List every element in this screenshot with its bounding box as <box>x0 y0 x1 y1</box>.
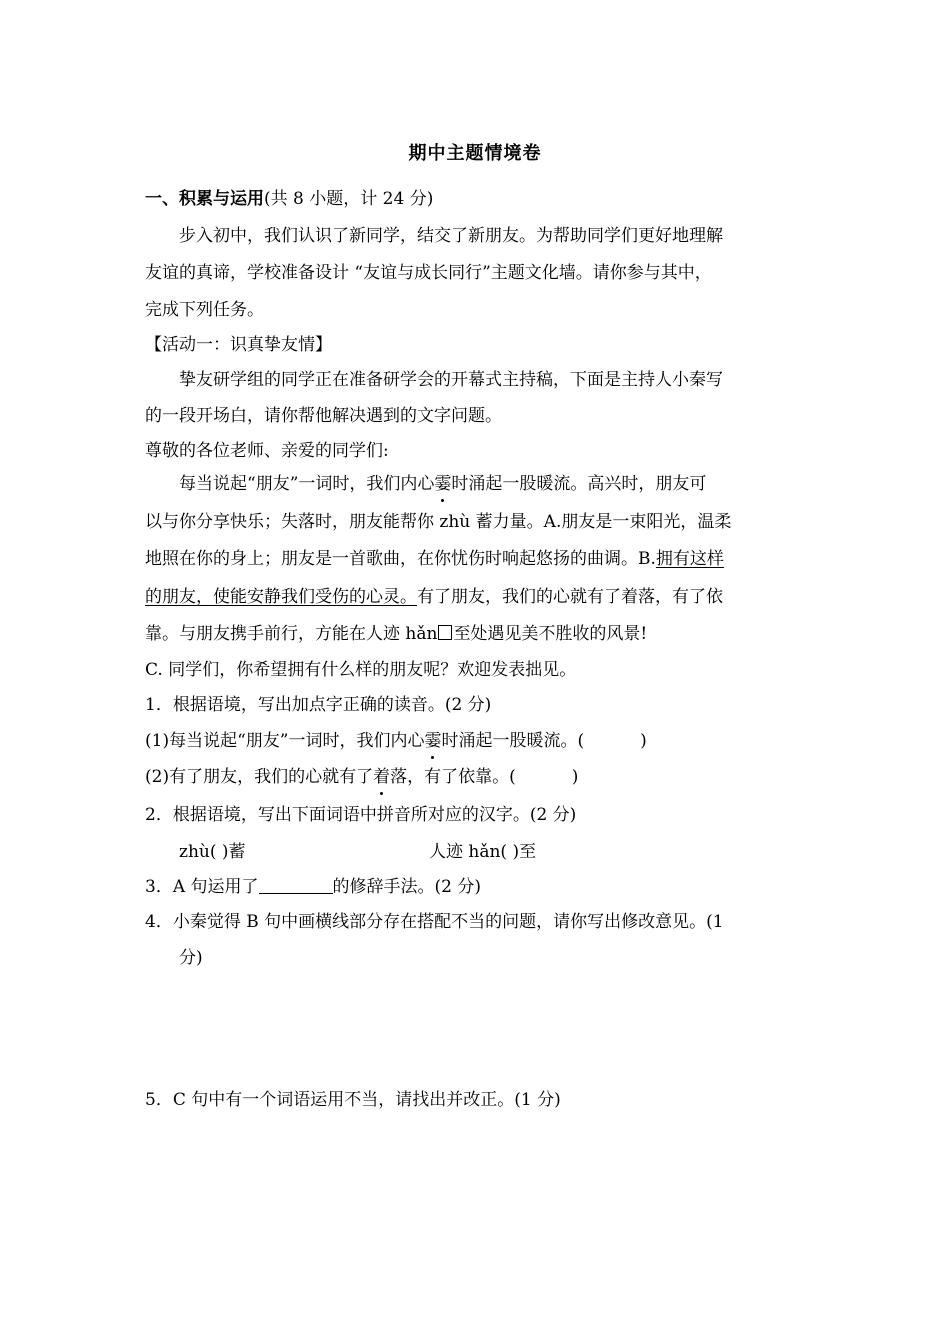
question-4-line-1: 4．小秦觉得 B 句中画横线部分存在搭配不当的问题，请你写出修改意见。(1 <box>145 912 724 932</box>
question-1-sub-1 <box>145 729 647 753</box>
passage-text: 至处遇见美不胜收的风景! <box>453 624 648 644</box>
greeting: 尊敬的各位老师、亲爱的同学们: <box>145 441 389 461</box>
page-title: 期中主题情境卷 <box>408 143 542 164</box>
question-text: ) <box>571 767 579 787</box>
question-text: 3．A 句运用了 <box>145 877 259 897</box>
question-2-stem: 2．根据语境，写出下面词语中拼音所对应的汉字。(2 分) <box>145 805 577 825</box>
passage-text: 有了朋友，我们的心就有了着落，有了依 <box>417 587 723 607</box>
intro-line-3: 完成下列任务。 <box>145 300 264 320</box>
question-text: 落，有了依靠。( <box>390 767 516 787</box>
passage-line-5 <box>145 622 647 646</box>
section-title: 一、积累与运用 <box>145 189 264 209</box>
passage-text: 靠。与朋友携手前行，方能在人迹 hǎn <box>145 624 438 644</box>
question-text: 时涌起一股暖流。( <box>441 731 585 751</box>
question-2-item-b: 人迹 hǎn( )至 <box>429 842 537 862</box>
question-text: (1)每当说起“朋友”一词时，我们内心 <box>145 731 425 751</box>
intro-line-1: 步入初中，我们认识了新同学，结交了新朋友。为帮助同学们更好地理解 <box>179 226 723 246</box>
section-heading <box>145 187 433 211</box>
question-5: 5．C 句中有一个词语运用不当，请找出并改正。(1 分) <box>145 1090 561 1110</box>
dotted-char: 霎 <box>424 731 442 751</box>
question-text: (2)有了朋友，我们的心就有了 <box>145 767 374 787</box>
empty-box <box>438 625 452 640</box>
dotted-char: 霎 <box>434 474 452 494</box>
passage-text: 地照在你的身上；朋友是一首歌曲，在你忧伤时响起悠扬的曲调。B. <box>145 549 656 569</box>
passage-line-6: C. 同学们，你希望拥有什么样的朋友呢？欢迎发表拙见。 <box>145 660 577 680</box>
question-text: ) <box>640 731 647 751</box>
intro-line-2: 友谊的真谛，学校准备设计 “友谊与成长同行”主题文化墙。请你参与其中， <box>145 263 712 283</box>
question-text: 的修辞手法。(2 分) <box>332 877 481 897</box>
question-3 <box>145 875 481 899</box>
passage-line-3 <box>145 547 724 571</box>
passage-text: 时涌起一股暖流。高兴时，朋友可 <box>451 474 707 494</box>
activity-heading: 【活动一：识真挚友情】 <box>145 335 332 355</box>
underlined-text: 的朋友，使能安静我们受伤的心灵。 <box>145 587 417 607</box>
question-1-stem: 1．根据语境，写出加点字正确的读音。(2 分) <box>145 695 492 715</box>
question-1-sub-2 <box>145 765 578 789</box>
passage-line-1 <box>179 472 706 496</box>
underlined-text: 拥有这样 <box>655 549 724 569</box>
passage-line-4 <box>145 585 723 609</box>
activity-intro-line-2: 的一段开场白，请你帮他解决遇到的文字问题。 <box>145 406 502 426</box>
dotted-char: 着 <box>373 767 391 787</box>
passage-line-2: 以与你分享快乐；失落时，朋友能帮你 zhù 蓄力量。A.朋友是一束阳光，温柔 <box>145 512 732 532</box>
question-2-item-a: zhù( )蓄 <box>179 842 246 862</box>
answer-blank[interactable] <box>259 877 333 894</box>
passage-text: 每当说起“朋友”一词时，我们内心 <box>179 474 435 494</box>
question-4-line-2: 分) <box>179 948 203 968</box>
activity-intro-line-1: 挚友研学组的同学正在准备研学会的开幕式主持稿，下面是主持人小秦写 <box>179 370 723 390</box>
section-note: (共 8 小题，计 24 分) <box>264 189 434 209</box>
